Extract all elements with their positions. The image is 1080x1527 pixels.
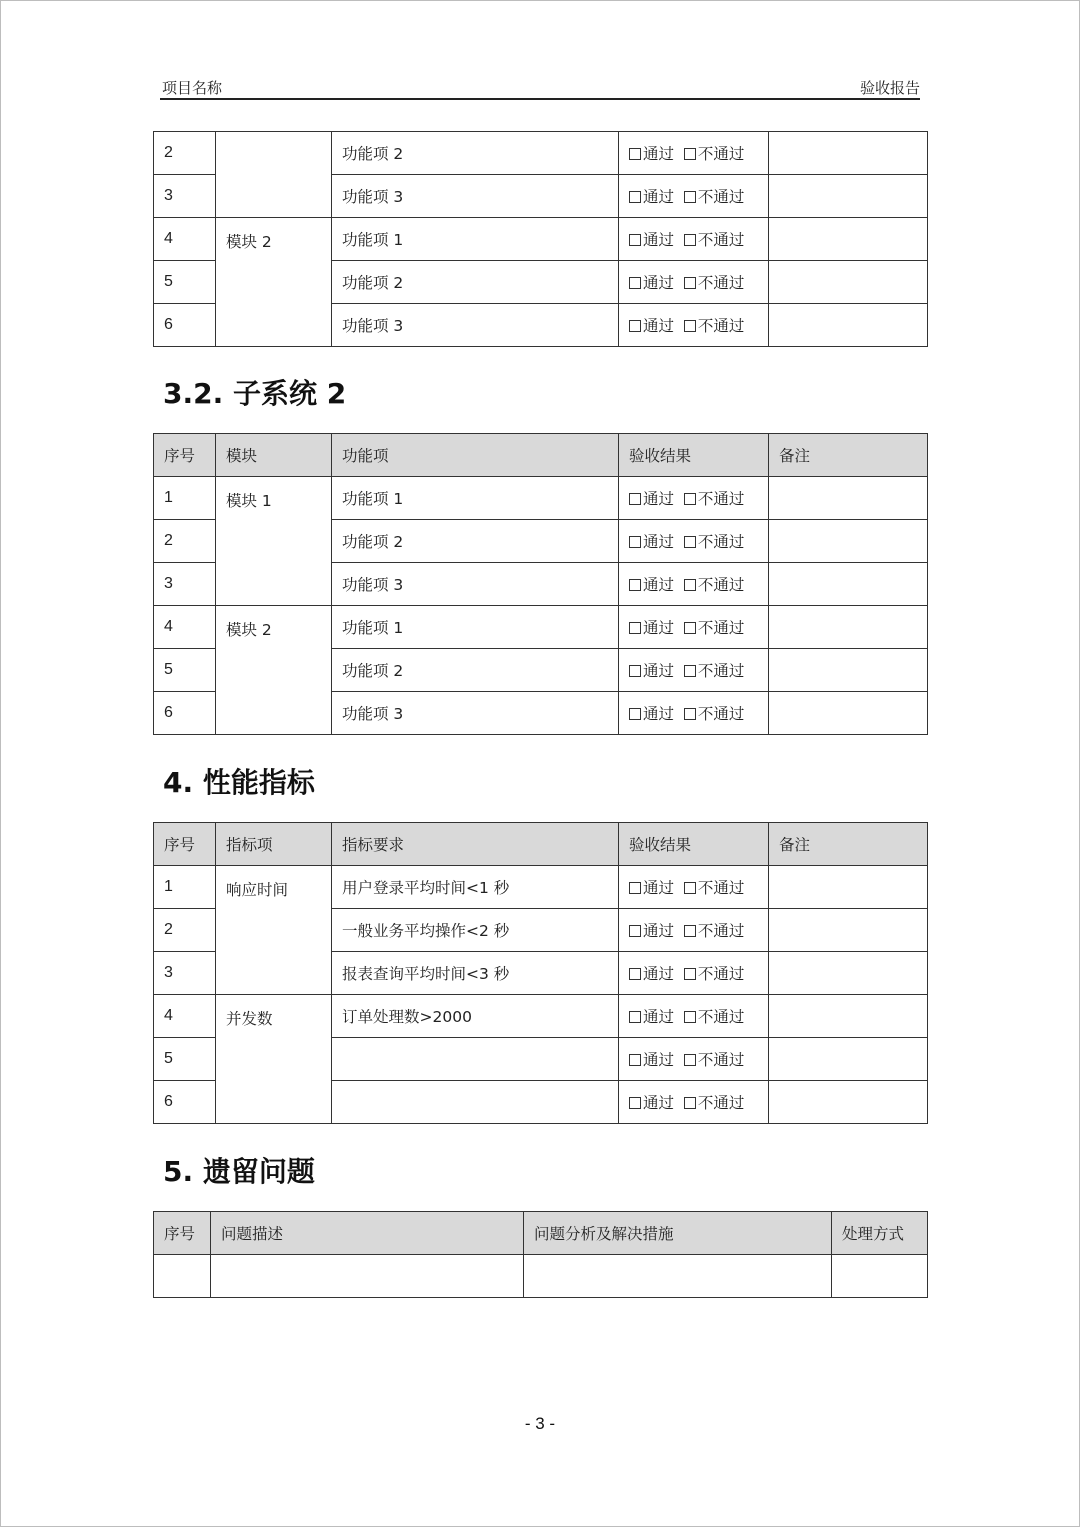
result-cell: [619, 995, 769, 1038]
row-number: 4: [154, 218, 216, 261]
checkbox-icon: [684, 622, 696, 634]
row-number: 3: [154, 952, 216, 995]
checkbox-icon: [629, 1054, 641, 1066]
checkbox-icon: [684, 925, 696, 937]
checkbox-icon: [684, 708, 696, 720]
section-heading-4: 4. 性能指标: [163, 766, 315, 799]
fail-checkbox[interactable]: 不通过: [684, 1091, 745, 1113]
table-row: [154, 218, 928, 261]
column-header: 序号: [154, 823, 216, 866]
module-cell: 模块 2: [216, 218, 332, 347]
remark-cell: [769, 952, 928, 995]
column-header: 序号: [154, 434, 216, 477]
requirement-cell: 一般业务平均操作<2 秒: [332, 909, 619, 952]
checkbox-icon: [629, 665, 641, 677]
result-cell: [619, 1081, 769, 1124]
result-cell: [619, 692, 769, 735]
fail-checkbox[interactable]: 不通过: [684, 228, 745, 250]
column-header: 指标要求: [332, 823, 619, 866]
checkbox-icon: [629, 277, 641, 289]
module-cell: [216, 132, 332, 218]
remark-cell: [769, 692, 928, 735]
table-header-row: [154, 1212, 928, 1255]
fail-checkbox[interactable]: 不通过: [684, 1048, 745, 1070]
fail-checkbox[interactable]: 不通过: [684, 919, 745, 941]
checkbox-icon: [684, 579, 696, 591]
result-cell: [619, 606, 769, 649]
column-header: 处理方式: [832, 1212, 928, 1255]
requirement-cell: [332, 1081, 619, 1124]
checkbox-icon: [629, 882, 641, 894]
module-cell: 模块 2: [216, 606, 332, 735]
checkbox-icon: [684, 968, 696, 980]
result-cell: [619, 866, 769, 909]
section-heading-3-2: 3.2. 子系统 2: [163, 377, 347, 410]
checkbox-icon: [684, 665, 696, 677]
checkbox-icon: [684, 1054, 696, 1066]
checkbox-icon: [629, 1097, 641, 1109]
checkbox-icon: [684, 536, 696, 548]
checkbox-icon: [684, 234, 696, 246]
remark-cell: [769, 218, 928, 261]
pass-checkbox[interactable]: 通过: [629, 314, 674, 336]
checkbox-icon: [684, 277, 696, 289]
pass-checkbox[interactable]: 通过: [629, 142, 674, 164]
checkbox-icon: [684, 320, 696, 332]
column-header: 备注: [769, 434, 928, 477]
table-subsystem-2: [153, 433, 928, 735]
remark-cell: [769, 1081, 928, 1124]
checkbox-icon: [629, 148, 641, 160]
row-number: 6: [154, 692, 216, 735]
remark-cell: [769, 995, 928, 1038]
checkbox-icon: [629, 191, 641, 203]
fail-checkbox[interactable]: 不通过: [684, 530, 745, 552]
row-number: 2: [154, 520, 216, 563]
fail-checkbox[interactable]: 不通过: [684, 573, 745, 595]
checkbox-icon: [629, 968, 641, 980]
result-cell: [619, 563, 769, 606]
pass-checkbox[interactable]: 通过: [629, 919, 674, 941]
requirement-cell: 报表查询平均时间<3 秒: [332, 952, 619, 995]
pass-checkbox[interactable]: 通过: [629, 1005, 674, 1027]
pass-checkbox[interactable]: 通过: [629, 271, 674, 293]
result-cell: [619, 477, 769, 520]
checkbox-icon: [684, 493, 696, 505]
row-number: 6: [154, 304, 216, 347]
remark-cell: [769, 132, 928, 175]
remark-cell: [769, 477, 928, 520]
header-rule: [160, 98, 920, 100]
checkbox-icon: [629, 708, 641, 720]
column-header: 问题分析及解决措施: [524, 1212, 832, 1255]
row-number: 2: [154, 909, 216, 952]
result-cell: [619, 649, 769, 692]
remark-cell: [769, 304, 928, 347]
checkbox-icon: [629, 234, 641, 246]
requirement-cell: 订单处理数>2000: [332, 995, 619, 1038]
page-number: - 3 -: [524, 1414, 556, 1433]
issue-analysis-cell[interactable]: [524, 1255, 832, 1298]
feature-cell: 功能项 2: [332, 261, 619, 304]
pass-checkbox[interactable]: 通过: [629, 185, 674, 207]
feature-cell: 功能项 1: [332, 477, 619, 520]
result-cell: [619, 520, 769, 563]
table-row: [154, 132, 928, 175]
requirement-cell: [332, 1038, 619, 1081]
column-header: 验收结果: [619, 823, 769, 866]
table-header-row: [154, 434, 928, 477]
checkbox-icon: [684, 882, 696, 894]
table-subsystem-1-continued: [153, 131, 928, 347]
feature-cell: 功能项 1: [332, 218, 619, 261]
remark-cell: [769, 866, 928, 909]
remark-cell: [769, 261, 928, 304]
checkbox-icon: [629, 579, 641, 591]
row-number: 5: [154, 1038, 216, 1081]
metric-cell: 响应时间: [216, 866, 332, 995]
table-open-issues: [153, 1211, 928, 1298]
feature-cell: 功能项 3: [332, 304, 619, 347]
checkbox-icon: [629, 1011, 641, 1023]
table-row: [154, 866, 928, 909]
table-performance: [153, 822, 928, 1124]
remark-cell: [769, 175, 928, 218]
pass-checkbox[interactable]: 通过: [629, 487, 674, 509]
fail-checkbox[interactable]: 不通过: [684, 142, 745, 164]
fail-checkbox[interactable]: 不通过: [684, 1005, 745, 1027]
issue-number-cell[interactable]: [154, 1255, 211, 1298]
feature-cell: 功能项 3: [332, 175, 619, 218]
remark-cell: [769, 520, 928, 563]
section-heading-5: 5. 遗留问题: [163, 1155, 315, 1188]
column-header: 备注: [769, 823, 928, 866]
header-project-name: 项目名称: [162, 79, 223, 97]
result-cell: [619, 175, 769, 218]
result-cell: [619, 304, 769, 347]
remark-cell: [769, 649, 928, 692]
pass-checkbox[interactable]: 通过: [629, 962, 674, 984]
table-row: [154, 995, 928, 1038]
checkbox-icon: [629, 493, 641, 505]
row-number: 2: [154, 132, 216, 175]
row-number: 6: [154, 1081, 216, 1124]
remark-cell: [769, 606, 928, 649]
fail-checkbox[interactable]: 不通过: [684, 487, 745, 509]
remark-cell: [769, 1038, 928, 1081]
checkbox-icon: [629, 536, 641, 548]
table-row: [154, 477, 928, 520]
feature-cell: 功能项 2: [332, 520, 619, 563]
checkbox-icon: [629, 622, 641, 634]
row-number: 4: [154, 606, 216, 649]
issue-handling-cell[interactable]: [832, 1255, 928, 1298]
table-row: [154, 1255, 928, 1298]
feature-cell: 功能项 2: [332, 649, 619, 692]
column-header: 模块: [216, 434, 332, 477]
table-row: [154, 606, 928, 649]
checkbox-icon: [684, 1011, 696, 1023]
row-number: 1: [154, 866, 216, 909]
checkbox-icon: [684, 148, 696, 160]
checkbox-icon: [684, 1097, 696, 1109]
table-header-row: [154, 823, 928, 866]
fail-checkbox[interactable]: 不通过: [684, 185, 745, 207]
checkbox-icon: [684, 191, 696, 203]
module-cell: 模块 1: [216, 477, 332, 606]
remark-cell: [769, 909, 928, 952]
remark-cell: [769, 563, 928, 606]
row-number: 4: [154, 995, 216, 1038]
result-cell: [619, 952, 769, 995]
metric-cell: 并发数: [216, 995, 332, 1124]
fail-checkbox[interactable]: 不通过: [684, 876, 745, 898]
column-header: 问题描述: [211, 1212, 524, 1255]
result-cell: [619, 1038, 769, 1081]
column-header: 验收结果: [619, 434, 769, 477]
feature-cell: 功能项 2: [332, 132, 619, 175]
result-cell: [619, 909, 769, 952]
issue-description-cell[interactable]: [211, 1255, 524, 1298]
row-number: 3: [154, 563, 216, 606]
pass-checkbox[interactable]: 通过: [629, 1048, 674, 1070]
pass-checkbox[interactable]: 通过: [629, 530, 674, 552]
header-doc-title: 验收报告: [859, 79, 920, 97]
row-number: 5: [154, 261, 216, 304]
pass-checkbox[interactable]: 通过: [629, 573, 674, 595]
pass-checkbox[interactable]: 通过: [629, 876, 674, 898]
feature-cell: 功能项 3: [332, 692, 619, 735]
column-header: 功能项: [332, 434, 619, 477]
pass-checkbox[interactable]: 通过: [629, 702, 674, 724]
requirement-cell: 用户登录平均时间<1 秒: [332, 866, 619, 909]
pass-checkbox[interactable]: 通过: [629, 659, 674, 681]
feature-cell: 功能项 1: [332, 606, 619, 649]
result-cell: [619, 132, 769, 175]
result-cell: [619, 218, 769, 261]
checkbox-icon: [629, 925, 641, 937]
pass-checkbox[interactable]: 通过: [629, 616, 674, 638]
fail-checkbox[interactable]: 不通过: [684, 962, 745, 984]
feature-cell: 功能项 3: [332, 563, 619, 606]
checkbox-icon: [629, 320, 641, 332]
pass-checkbox[interactable]: 通过: [629, 1091, 674, 1113]
row-number: 1: [154, 477, 216, 520]
column-header: 指标项: [216, 823, 332, 866]
fail-checkbox[interactable]: 不通过: [684, 702, 745, 724]
row-number: 5: [154, 649, 216, 692]
fail-checkbox[interactable]: 不通过: [684, 314, 745, 336]
pass-checkbox[interactable]: 通过: [629, 228, 674, 250]
column-header: 序号: [154, 1212, 211, 1255]
result-cell: [619, 261, 769, 304]
fail-checkbox[interactable]: 不通过: [684, 659, 745, 681]
fail-checkbox[interactable]: 不通过: [684, 271, 745, 293]
row-number: 3: [154, 175, 216, 218]
fail-checkbox[interactable]: 不通过: [684, 616, 745, 638]
